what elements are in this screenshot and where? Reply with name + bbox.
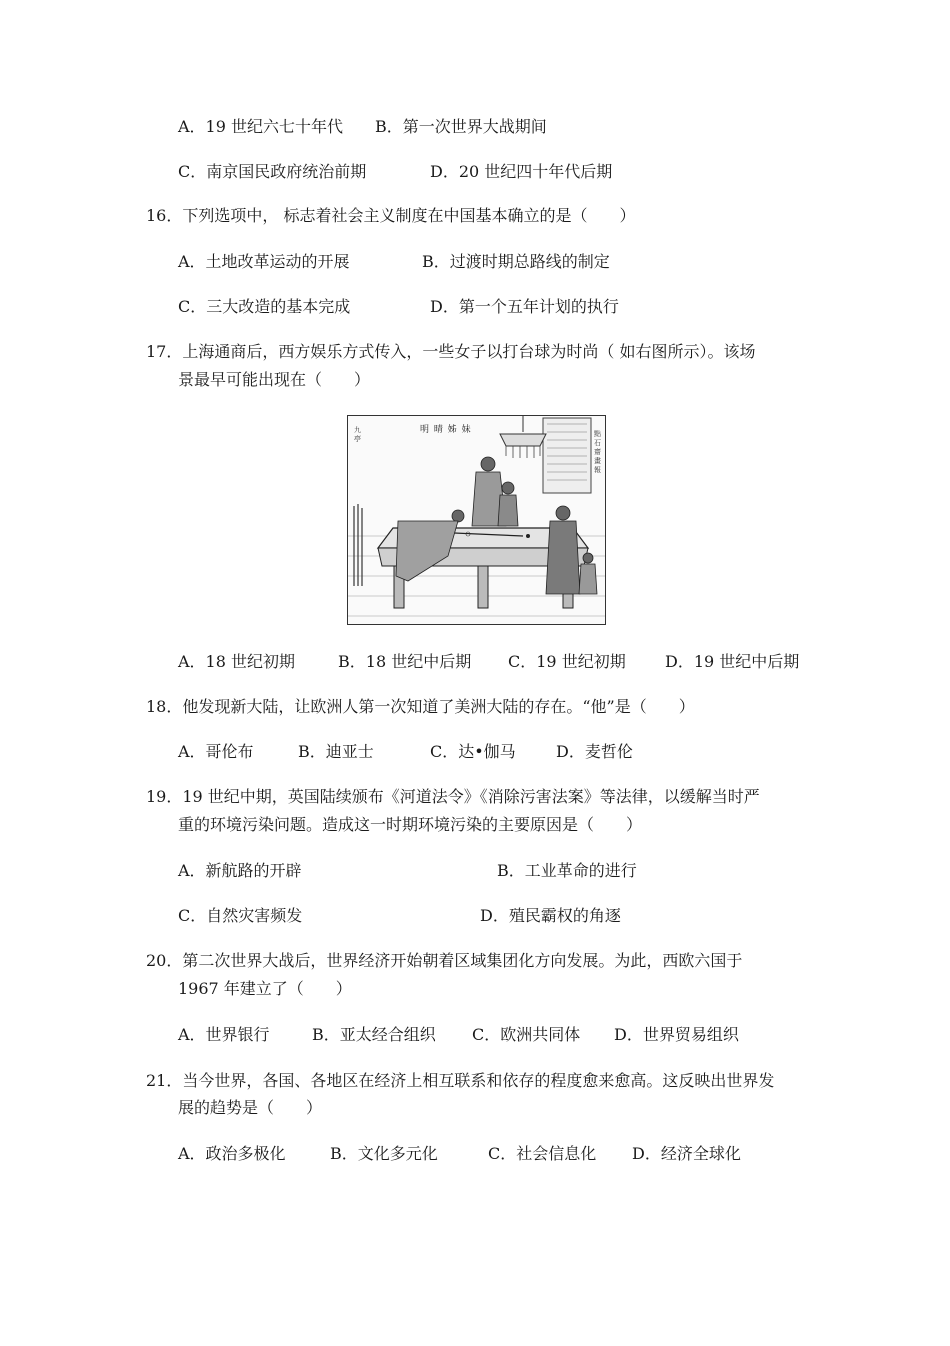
- q16-option-a: A．土地改革运动的开展: [178, 252, 350, 271]
- q15-option-c: C．南京国民政府统治前期: [178, 162, 367, 181]
- figure-title: 明 晴 姊 妹: [420, 425, 472, 435]
- q17-stem-line2: 景最早可能出现在（ ）: [178, 370, 371, 389]
- q17-stem-line1: 17．上海通商后，西方娱乐方式传入，一些女子以打台球为时尚（ 如右图所示）。该场: [146, 342, 756, 361]
- q17-option-b: B．18 世纪中后期: [338, 652, 472, 671]
- q15-option-b: B．第一次世界大战期间: [375, 117, 547, 136]
- q16-option-b: B．过渡时期总路线的制定: [422, 252, 610, 271]
- q18-option-a: A．哥伦布: [178, 742, 254, 761]
- q18-option-c: C．达•伽马: [430, 742, 516, 761]
- q19-option-c: C．自然灾害频发: [178, 906, 303, 925]
- q21-option-b: B．文化多元化: [330, 1144, 438, 1163]
- q17-option-d: D．19 世纪中后期: [665, 652, 800, 671]
- figure-corner-text: 九 亭: [354, 426, 361, 443]
- q21-option-a: A．政治多极化: [178, 1144, 286, 1163]
- q20-option-c: C．欧洲共同体: [472, 1025, 581, 1044]
- q21-option-d: D．经济全球化: [632, 1144, 741, 1163]
- q21-stem-line1: 21．当今世界，各国、各地区在经济上相互联系和依存的程度愈来愈高。这反映出世界发: [146, 1071, 775, 1090]
- q19-option-d: D．殖民霸权的角逐: [480, 906, 621, 925]
- figure-side-text: 點石齋畫報: [594, 430, 601, 474]
- billiards-illustration: [347, 415, 606, 625]
- q18-stem: 18．他发现新大陆，让欧洲人第一次知道了美洲大陆的存在。“他”是（ ）: [146, 697, 695, 716]
- q20-stem-line1: 20．第二次世界大战后，世界经济开始朝着区域集团化方向发展。为此，西欧六国于: [146, 951, 743, 970]
- q16-option-d: D．第一个五年计划的执行: [430, 297, 619, 316]
- q19-option-a: A．新航路的开辟: [178, 861, 302, 880]
- q19-stem-line1: 19．19 世纪中期，英国陆续颁布《河道法令》《消除污害法案》等法律，以缓解当时严: [146, 787, 760, 806]
- q20-option-b: B．亚太经合组织: [312, 1025, 436, 1044]
- q18-option-d: D．麦哲伦: [556, 742, 633, 761]
- q18-option-b: B．迪亚士: [298, 742, 374, 761]
- q15-option-d: D．20 世纪四十年代后期: [430, 162, 613, 181]
- q21-stem-line2: 展的趋势是（ ）: [178, 1098, 323, 1117]
- q21-option-c: C．社会信息化: [488, 1144, 597, 1163]
- q17-option-a: A．18 世纪初期: [178, 652, 296, 671]
- q19-stem-line2: 重的环境污染问题。造成这一时期环境污染的主要原因是（ ）: [178, 815, 643, 834]
- q20-stem-line2: 1967 年建立了（ ）: [178, 979, 352, 998]
- q16-option-c: C．三大改造的基本完成: [178, 297, 351, 316]
- q15-option-a: A．19 世纪六七十年代: [178, 117, 344, 136]
- q17-option-c: C．19 世纪初期: [508, 652, 626, 671]
- q19-option-b: B．工业革命的进行: [497, 861, 637, 880]
- q20-option-d: D．世界贸易组织: [614, 1025, 739, 1044]
- q16-stem: 16．下列选项中， 标志着社会主义制度在中国基本确立的是（ ）: [146, 206, 636, 225]
- q20-option-a: A．世界银行: [178, 1025, 270, 1044]
